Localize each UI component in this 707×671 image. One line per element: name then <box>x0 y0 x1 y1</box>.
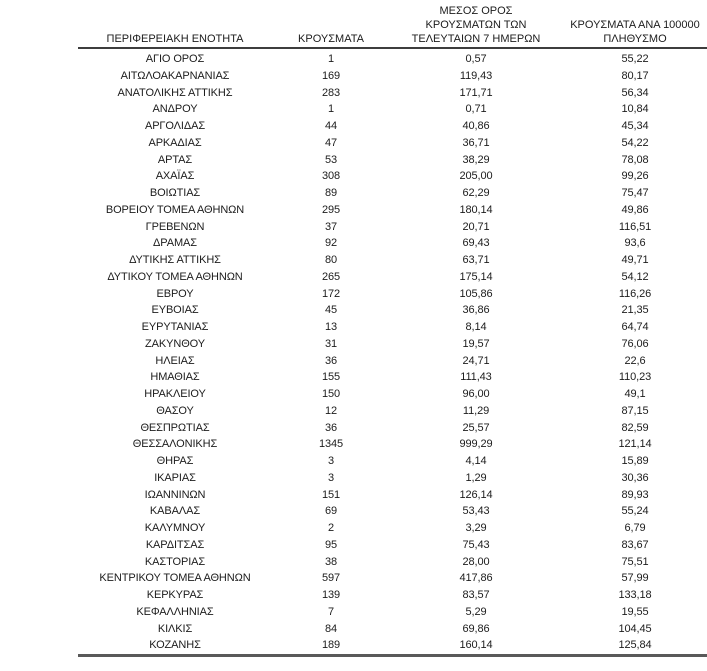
per-100k-value-cell: 76,06 <box>621 337 649 350</box>
header-divider-line <box>78 47 707 49</box>
table-row <box>78 51 707 68</box>
region-name-cell: ΚΕΝΤΡΙΚΟΥ ΤΟΜΕΑ ΑΘΗΝΩΝ <box>99 572 251 585</box>
per-100k-value-cell: 55,22 <box>621 53 649 65</box>
table-row <box>78 503 707 520</box>
cases-value-cell: 36 <box>324 421 338 434</box>
cases-value-cell: 80 <box>324 254 338 266</box>
cases-value-cell: 13 <box>324 321 338 333</box>
region-name-cell: ΙΩΑΝΝΙΝΩΝ <box>144 488 206 501</box>
table-body <box>78 51 707 654</box>
cases-value-cell: 3 <box>327 471 335 484</box>
region-name-cell: ΚΕΡΚΥΡΑΣ <box>146 589 204 601</box>
cases-value-cell: 69 <box>324 505 338 518</box>
cases-value-cell: 150 <box>321 388 341 400</box>
cases-value-cell: 139 <box>321 589 341 601</box>
region-name-cell: ΑΡΚΑΔΙΑΣ <box>148 136 202 149</box>
per-100k-value-cell: 89,93 <box>621 488 649 501</box>
avg-7day-value-cell: 62,29 <box>462 187 490 199</box>
per-100k-value-cell: 54,22 <box>621 136 649 149</box>
region-name-cell: ΚΟΖΑΝΗΣ <box>149 639 201 652</box>
region-name-cell: ΑΓΙΟ ΟΡΟΣ <box>145 53 205 65</box>
table-row <box>78 252 707 269</box>
avg-7day-value-cell: 417,86 <box>459 572 493 585</box>
region-name-cell: ΑΡΓΟΛΙΔΑΣ <box>144 120 206 132</box>
column-header-line: ΠΛΗΘΥΣΜΟ <box>603 33 667 45</box>
avg-7day-value-cell: 180,14 <box>459 203 493 216</box>
region-name-cell: ΘΕΣΠΡΩΤΙΑΣ <box>140 421 210 434</box>
table-row <box>78 353 707 370</box>
cases-value-cell: 295 <box>321 203 341 216</box>
per-100k-value-cell: 99,26 <box>621 170 649 183</box>
region-name-cell: ΗΜΑΘΙΑΣ <box>150 371 200 384</box>
table-row <box>78 587 707 604</box>
region-name-cell: ΘΑΣΟΥ <box>156 404 194 417</box>
avg-7day-value-cell: 1,29 <box>465 471 487 484</box>
avg-7day-value-cell: 75,43 <box>462 538 490 551</box>
per-100k-value-cell: 55,24 <box>621 505 649 518</box>
avg-7day-value-cell: 53,43 <box>462 505 490 518</box>
avg-7day-value-cell: 96,00 <box>462 388 490 400</box>
per-100k-value-cell: 15,89 <box>621 455 649 467</box>
cases-value-cell: 3 <box>327 455 335 467</box>
per-100k-value-cell: 110,23 <box>618 371 652 384</box>
per-100k-value-cell: 87,15 <box>621 404 649 417</box>
per-100k-value-cell: 30,36 <box>621 471 649 484</box>
table-row <box>78 152 707 169</box>
region-name-cell: ΕΒΡΟΥ <box>156 287 194 300</box>
per-100k-value-cell: 121,14 <box>618 438 652 451</box>
cases-value-cell: 597 <box>321 572 341 585</box>
avg-7day-value-cell: 28,00 <box>462 555 490 568</box>
avg-7day-value-cell: 19,57 <box>462 337 490 350</box>
table-row <box>78 637 707 654</box>
per-100k-value-cell: 64,74 <box>621 321 649 333</box>
region-name-cell: ΚΑΡΔΙΤΣΑΣ <box>145 538 205 551</box>
table-row <box>78 118 707 135</box>
cases-value-cell: 31 <box>324 337 338 350</box>
avg-7day-value-cell: 63,71 <box>462 254 490 266</box>
region-name-cell: ΑΙΤΩΛΟΑΚΑΡΝΑΝΙΑΣ <box>120 69 230 82</box>
avg-7day-value-cell: 119,43 <box>459 69 493 82</box>
avg-7day-value-cell: 11,29 <box>462 404 490 417</box>
table-row <box>78 269 707 286</box>
region-name-cell: ΒΟΙΩΤΙΑΣ <box>149 187 201 199</box>
table-row <box>78 436 707 453</box>
cases-value-cell: 44 <box>324 120 338 132</box>
region-name-cell: ΔΥΤΙΚΗΣ ΑΤΤΙΚΗΣ <box>129 254 221 266</box>
table-row <box>78 403 707 420</box>
table-row <box>78 621 707 638</box>
per-100k-value-cell: 57,99 <box>621 572 649 585</box>
region-name-cell: ΚΑΣΤΟΡΙΑΣ <box>144 555 206 568</box>
region-name-cell: ΕΥΡΥΤΑΝΙΑΣ <box>141 321 209 333</box>
avg-7day-value-cell: 24,71 <box>462 354 490 367</box>
per-100k-value-cell: 133,18 <box>618 589 652 601</box>
cases-value-cell: 1 <box>327 103 335 116</box>
column-header-line: ΚΡΟΥΣΜΑΤΩΝ ΤΩΝ <box>425 19 527 31</box>
per-100k-value-cell: 49,1 <box>624 388 646 400</box>
column-header-line: ΚΡΟΥΣΜΑΤΑ ΑΝΑ 100000 <box>570 19 700 31</box>
cases-value-cell: 84 <box>324 622 338 635</box>
per-100k-value-cell: 19,55 <box>621 605 649 618</box>
avg-7day-value-cell: 0,57 <box>465 53 487 65</box>
cases-value-cell: 47 <box>324 136 338 149</box>
region-name-cell: ΚΑΒΑΛΑΣ <box>149 505 201 518</box>
region-name-cell: ΒΟΡΕΙΟΥ ΤΟΜΕΑ ΑΘΗΝΩΝ <box>105 203 245 216</box>
cases-value-cell: 45 <box>324 304 338 317</box>
avg-7day-value-cell: 205,00 <box>459 170 493 183</box>
table-header-row <box>78 2 707 51</box>
table-row <box>78 202 707 219</box>
avg-7day-value-cell: 160,14 <box>459 639 493 652</box>
table-row <box>78 420 707 437</box>
region-name-cell: ΘΗΡΑΣ <box>156 455 194 467</box>
per-100k-value-cell: 125,84 <box>618 639 652 652</box>
region-name-cell: ΚΑΛΥΜΝΟΥ <box>144 522 206 534</box>
region-name-cell: ΘΕΣΣΑΛΟΝΙΚΗΣ <box>132 438 218 451</box>
per-100k-value-cell: 54,12 <box>621 270 649 283</box>
cases-value-cell: 38 <box>324 555 338 568</box>
per-100k-value-cell: 104,45 <box>618 622 652 635</box>
cases-value-cell: 265 <box>321 270 341 283</box>
table-row <box>78 135 707 152</box>
per-100k-value-cell: 116,26 <box>618 287 652 300</box>
table-row <box>78 302 707 319</box>
per-100k-value-cell: 49,71 <box>621 254 649 266</box>
cases-value-cell: 1 <box>327 53 335 65</box>
table-row <box>78 336 707 353</box>
table-row <box>78 570 707 587</box>
table-row <box>78 453 707 470</box>
region-name-cell: ΗΛΕΙΑΣ <box>155 354 195 367</box>
table-row <box>78 369 707 386</box>
avg-7day-value-cell: 3,29 <box>465 522 487 534</box>
avg-7day-value-cell: 8,14 <box>465 321 487 333</box>
avg-7day-value-cell: 126,14 <box>459 488 493 501</box>
per-100k-value-cell: 82,59 <box>621 421 649 434</box>
avg-7day-value-cell: 40,86 <box>462 120 490 132</box>
cases-value-cell: 36 <box>324 354 338 367</box>
avg-7day-value-cell: 36,71 <box>462 136 490 149</box>
region-name-cell: ΔΡΑΜΑΣ <box>153 237 197 250</box>
table-row <box>78 68 707 85</box>
column-header-line: ΤΕΛΕΥΤΑΙΩΝ 7 ΗΜΕΡΩΝ <box>411 33 541 45</box>
per-100k-value-cell: 6,79 <box>624 522 646 534</box>
region-name-cell: ΗΡΑΚΛΕΙΟΥ <box>144 388 206 400</box>
avg-7day-value-cell: 36,86 <box>462 304 490 317</box>
region-name-cell: ΚΕΦΑΛΛΗΝΙΑΣ <box>136 605 214 618</box>
column-header-region <box>78 2 272 51</box>
cases-value-cell: 155 <box>321 371 341 384</box>
avg-7day-value-cell: 4,14 <box>465 455 487 467</box>
table-row <box>78 604 707 621</box>
table-row <box>78 101 707 118</box>
cases-value-cell: 283 <box>321 86 341 99</box>
cases-value-cell: 308 <box>321 170 341 183</box>
cases-value-cell: 7 <box>327 605 335 618</box>
table-row <box>78 487 707 504</box>
per-100k-value-cell: 21,35 <box>621 304 649 317</box>
region-name-cell: ΓΡΕΒΕΝΩΝ <box>145 220 205 233</box>
avg-7day-value-cell: 69,86 <box>462 622 490 635</box>
region-name-cell: ΙΚΑΡΙΑΣ <box>154 471 196 484</box>
region-name-cell: ΔΥΤΙΚΟΥ ΤΟΜΕΑ ΑΘΗΝΩΝ <box>107 270 243 283</box>
cases-value-cell: 2 <box>327 522 335 534</box>
column-header-cases <box>272 2 390 51</box>
avg-7day-value-cell: 175,14 <box>459 270 493 283</box>
table-row <box>78 319 707 336</box>
avg-7day-value-cell: 83,57 <box>462 589 490 601</box>
cases-value-cell: 151 <box>321 488 341 501</box>
per-100k-value-cell: 45,34 <box>621 120 649 132</box>
table-row <box>78 386 707 403</box>
table-row <box>78 168 707 185</box>
per-100k-value-cell: 83,67 <box>621 538 649 551</box>
avg-7day-value-cell: 5,29 <box>465 605 487 618</box>
table-row <box>78 235 707 252</box>
region-name-cell: ΚΙΛΚΙΣ <box>157 622 193 635</box>
table-row <box>78 520 707 537</box>
column-header-per-100k <box>562 2 707 51</box>
cases-value-cell: 12 <box>324 404 338 417</box>
avg-7day-value-cell: 105,86 <box>459 287 493 300</box>
per-100k-value-cell: 56,34 <box>621 86 649 99</box>
table-row <box>78 554 707 571</box>
cases-value-cell: 189 <box>321 639 341 652</box>
table-row <box>78 470 707 487</box>
per-100k-value-cell: 93,6 <box>624 237 646 250</box>
table-bottom-line <box>78 654 707 657</box>
avg-7day-value-cell: 171,71 <box>459 86 493 99</box>
cases-value-cell: 37 <box>324 220 338 233</box>
column-header-line: ΜΕΣΟΣ ΟΡΟΣ <box>439 5 513 17</box>
per-100k-value-cell: 75,47 <box>621 187 649 199</box>
avg-7day-value-cell: 25,57 <box>462 421 490 434</box>
avg-7day-value-cell: 20,71 <box>462 220 490 233</box>
table-row <box>78 85 707 102</box>
region-name-cell: ΕΥΒΟΙΑΣ <box>151 304 199 317</box>
cases-value-cell: 92 <box>324 237 338 250</box>
avg-7day-value-cell: 38,29 <box>462 153 490 166</box>
per-100k-value-cell: 116,51 <box>618 220 652 233</box>
per-100k-value-cell: 22,6 <box>624 354 646 367</box>
cases-value-cell: 169 <box>321 69 341 82</box>
column-header-line: ΠΕΡΙΦΕΡΕΙΑΚΗ ΕΝΟΤΗΤΑ <box>106 33 244 45</box>
table-row <box>78 286 707 303</box>
table-row <box>78 219 707 236</box>
region-name-cell: ΑΝΑΤΟΛΙΚΗΣ ΑΤΤΙΚΗΣ <box>117 86 233 99</box>
cases-value-cell: 95 <box>324 538 338 551</box>
avg-7day-value-cell: 999,29 <box>459 438 493 451</box>
region-name-cell: ΑΧΑΪΑΣ <box>155 170 195 183</box>
region-name-cell: ΑΝΔΡΟΥ <box>152 103 198 116</box>
column-header-line: ΚΡΟΥΣΜΑΤΑ <box>298 33 364 45</box>
cases-value-cell: 1345 <box>318 438 344 451</box>
per-100k-value-cell: 49,86 <box>621 203 649 216</box>
avg-7day-value-cell: 0,71 <box>465 103 487 116</box>
table-header <box>78 2 707 51</box>
avg-7day-value-cell: 111,43 <box>460 371 492 384</box>
per-100k-value-cell: 10,84 <box>621 103 649 116</box>
cases-value-cell: 172 <box>321 287 341 300</box>
avg-7day-value-cell: 69,43 <box>462 237 490 250</box>
region-name-cell: ΑΡΤΑΣ <box>157 153 193 166</box>
per-100k-value-cell: 78,08 <box>621 153 649 166</box>
cases-value-cell: 89 <box>324 187 338 199</box>
table-row <box>78 537 707 554</box>
column-header-avg-7day <box>390 2 562 51</box>
cases-table <box>78 2 707 654</box>
per-100k-value-cell: 75,51 <box>621 555 649 568</box>
region-name-cell: ΖΑΚΥΝΘΟΥ <box>145 337 205 350</box>
cases-value-cell: 53 <box>324 153 338 166</box>
table-row <box>78 185 707 202</box>
per-100k-value-cell: 80,17 <box>621 69 649 82</box>
